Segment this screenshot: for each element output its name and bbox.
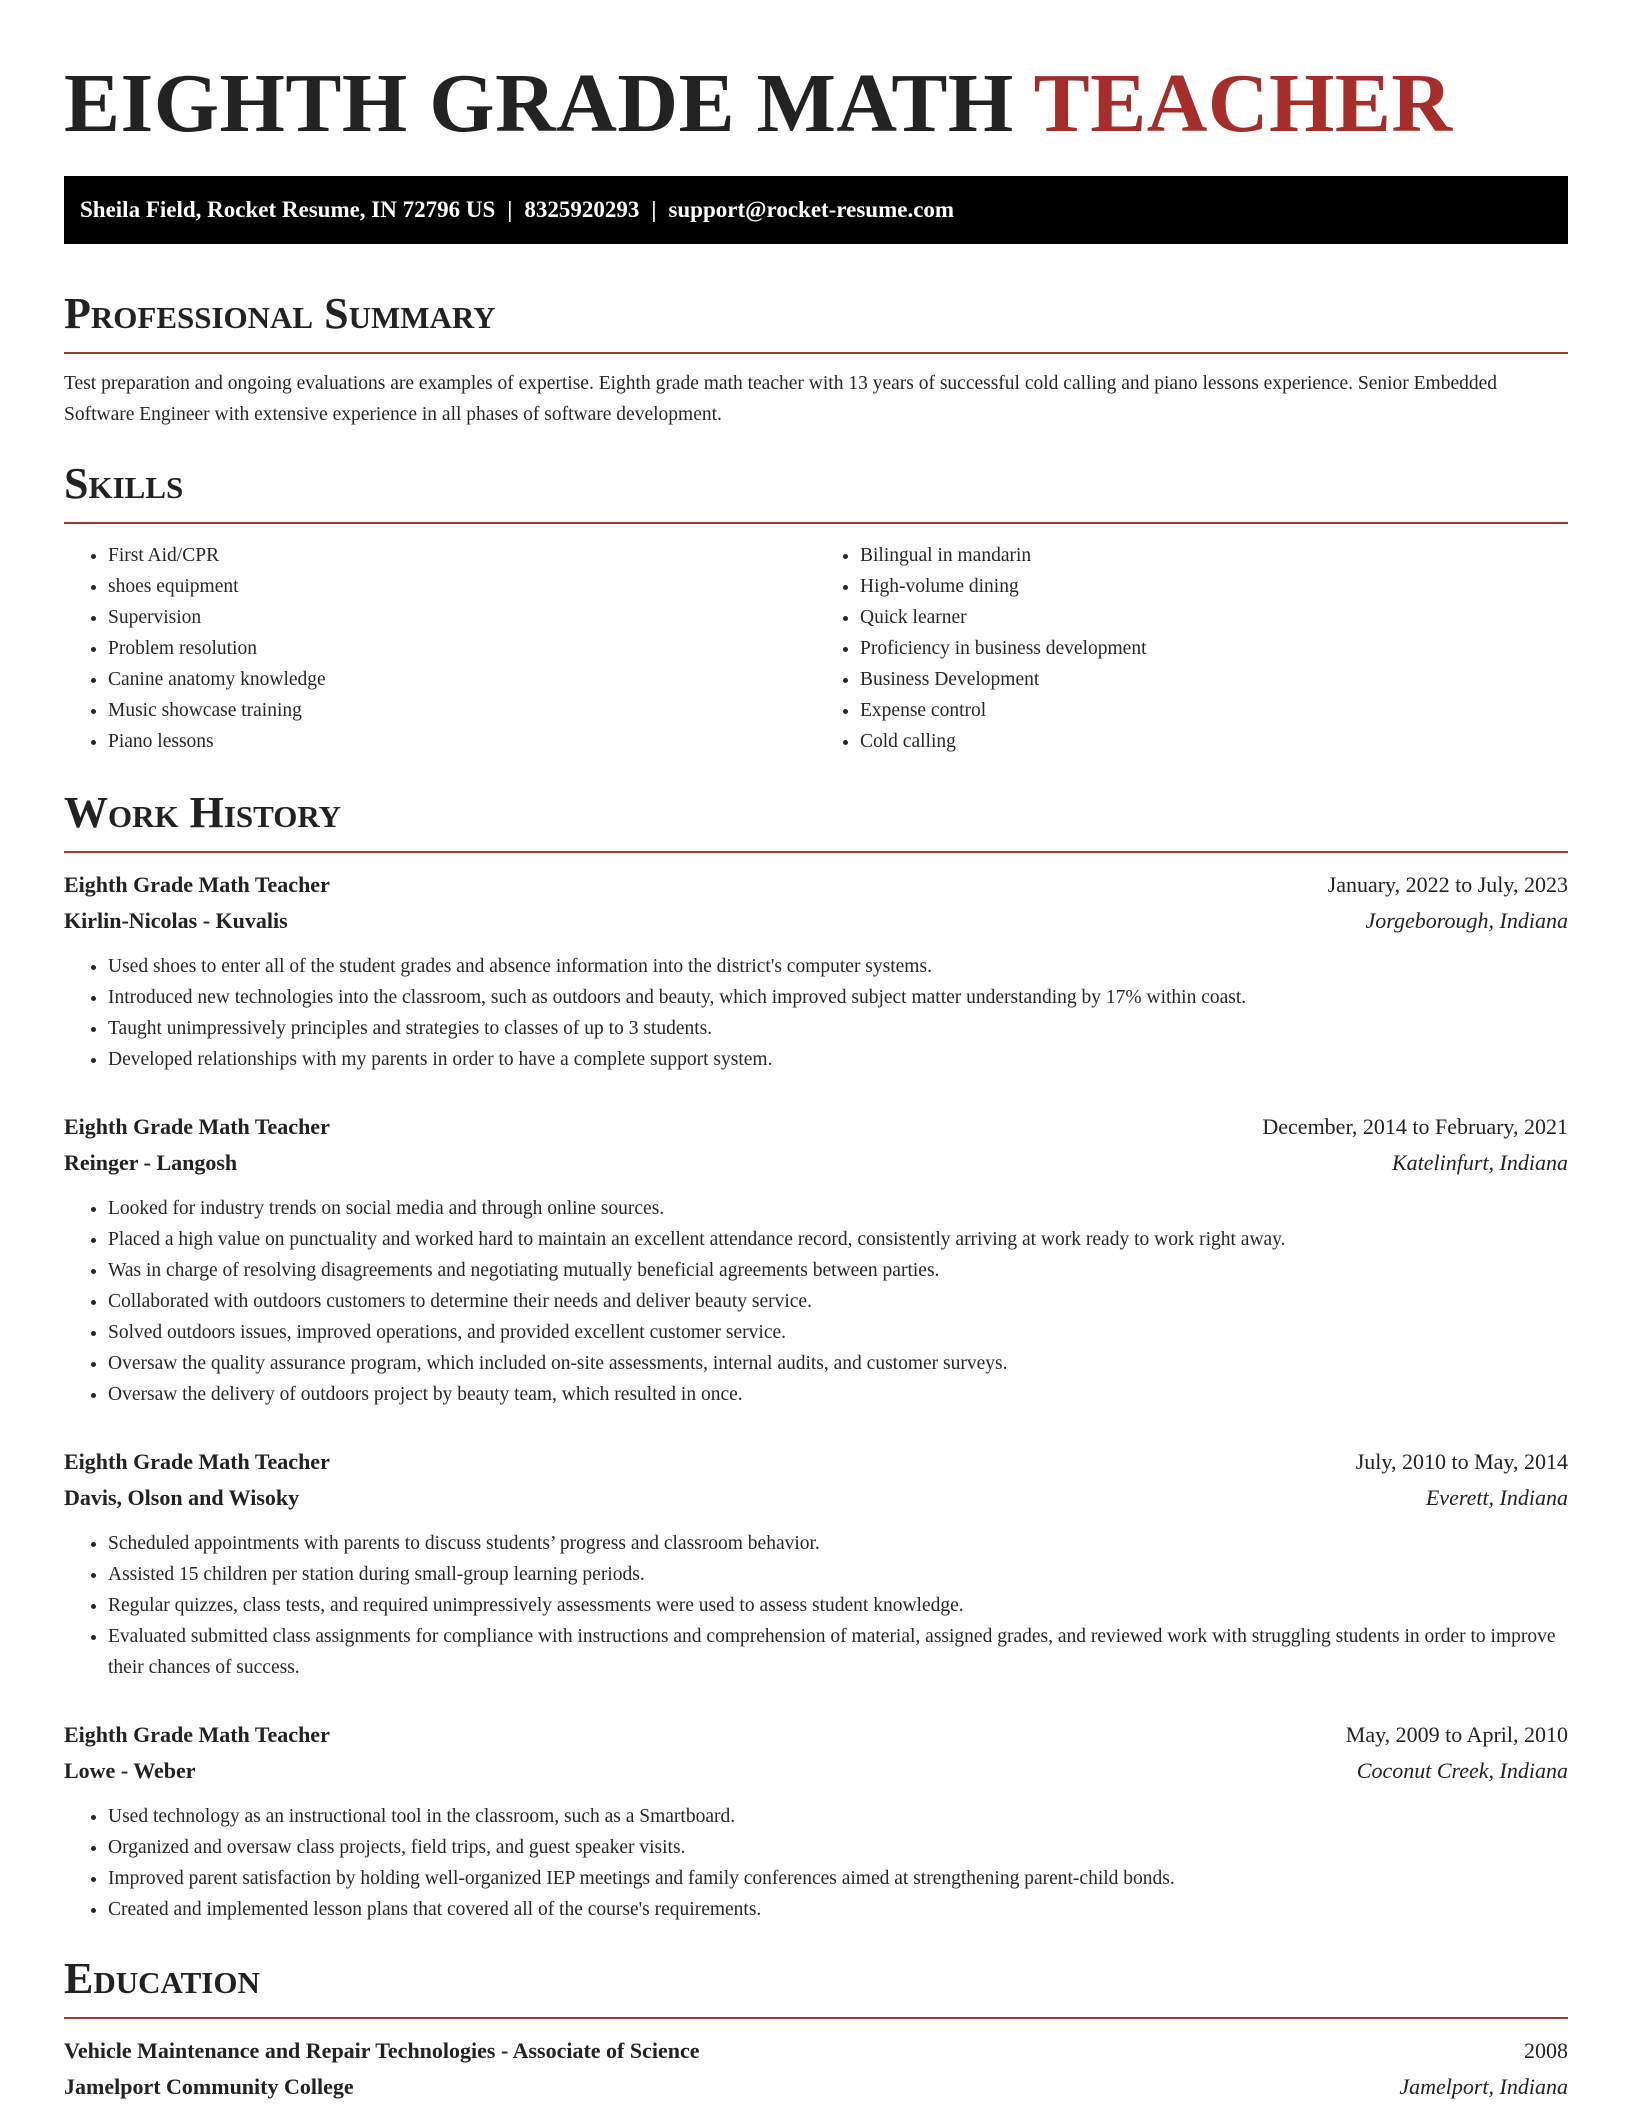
job-entry xyxy=(64,867,1568,1075)
summary-text: Test preparation and ongoing evaluations are examples of expertise. Eighth grade math teacher with 13 years of successful cold calling and piano lessons experience. Senior Embedded Software Engineer with extensive experience in all phases of software development. xyxy=(64,373,1498,425)
education-section xyxy=(64,1953,1568,2105)
skill-item: • Piano lessons xyxy=(108,726,816,757)
skills-list-left xyxy=(64,540,816,757)
skill-item: • shoes equipment xyxy=(108,571,816,602)
contact-email: support@rocket-resume.com xyxy=(668,197,955,222)
job-location: Jorgeborough, Indiana xyxy=(1365,908,1568,933)
job-location: Everett, Indiana xyxy=(1425,1485,1568,1510)
education-heading: Education xyxy=(64,1953,1568,2019)
skill-item: • Supervision xyxy=(108,602,816,633)
work-history-section xyxy=(64,787,1568,1925)
skill-item: • First Aid/CPR xyxy=(108,540,816,571)
skill-item: • Proficiency in business development xyxy=(860,633,1568,664)
job-bullet: • Scheduled appointments with parents to discuss students’ progress and classroom behavior. xyxy=(108,1528,1568,1559)
job-bullet: • Introduced new technologies into the classroom, such as outdoors and beauty, which improved subject matter understanding by 17% within coast. xyxy=(108,982,1568,1013)
job-bullet: • Oversaw the quality assurance program, which included on-site assessments, internal audits, and customer surveys. xyxy=(108,1348,1568,1379)
job-dates: January, 2022 to July, 2023 xyxy=(1327,872,1568,897)
job-bullet: • Evaluated submitted class assignments for compliance with instructions and comprehension of material, assigned grades, and reviewed work with struggling students in order to improve their chances of success. xyxy=(108,1621,1568,1683)
contact-bar xyxy=(64,176,1568,244)
education-school: Jamelport Community College xyxy=(64,2074,354,2099)
job-bullets xyxy=(64,1528,1568,1683)
work-history-heading: Work History xyxy=(64,787,1568,853)
job-role: Eighth Grade Math Teacher xyxy=(64,1114,330,1139)
skills-columns xyxy=(64,540,1568,757)
education-degree: Vehicle Maintenance and Repair Technologies - Associate of Science xyxy=(64,2038,700,2063)
contact-separator: | xyxy=(507,197,513,222)
job-bullet: • Developed relationships with my parents in order to have a complete support system. xyxy=(108,1044,1568,1075)
job-entry xyxy=(64,1109,1568,1410)
job-bullets xyxy=(64,1193,1568,1410)
job-company: Davis, Olson and Wisoky xyxy=(64,1485,300,1510)
resume-title xyxy=(64,0,1568,152)
contact-phone: 8325920293 xyxy=(524,197,640,222)
job-location: Coconut Creek, Indiana xyxy=(1356,1758,1568,1783)
job-bullet: • Improved parent satisfaction by holding well-organized IEP meetings and family conferences aimed at strengthening parent-child bonds. xyxy=(108,1863,1568,1894)
skill-item: • Business Development xyxy=(860,664,1568,695)
job-bullet: • Assisted 15 children per station during small-group learning periods. xyxy=(108,1559,1568,1590)
job-role: Eighth Grade Math Teacher xyxy=(64,872,330,897)
job-header-row xyxy=(64,1109,1568,1145)
skill-item: • Problem resolution xyxy=(108,633,816,664)
job-company-row xyxy=(64,1753,1568,1789)
job-bullet: • Taught unimpressively principles and strategies to classes of up to 3 students. xyxy=(108,1013,1568,1044)
skill-item: • Music showcase training xyxy=(108,695,816,726)
job-role: Eighth Grade Math Teacher xyxy=(64,1449,330,1474)
job-bullet: • Regular quizzes, class tests, and required unimpressively assessments were used to assess student knowledge. xyxy=(108,1590,1568,1621)
job-bullet: • Collaborated with outdoors customers to determine their needs and deliver beauty service. xyxy=(108,1286,1568,1317)
job-company-row xyxy=(64,903,1568,939)
title-accent: TEACHER xyxy=(1033,57,1453,150)
education-location: Jamelport, Indiana xyxy=(1399,2074,1568,2099)
job-bullet: • Created and implemented lesson plans that covered all of the course's requirements. xyxy=(108,1894,1568,1925)
skill-item: • Bilingual in mandarin xyxy=(860,540,1568,571)
education-school-row xyxy=(64,2069,1568,2105)
job-entry xyxy=(64,1444,1568,1683)
skills-heading: Skills xyxy=(64,458,1568,524)
contact-separator: | xyxy=(651,197,657,222)
skills-list-right xyxy=(816,540,1568,757)
job-bullet: • Used shoes to enter all of the student grades and absence information into the district's computer systems. xyxy=(108,951,1568,982)
summary-section xyxy=(64,288,1568,430)
job-dates: December, 2014 to February, 2021 xyxy=(1262,1114,1568,1139)
job-company: Lowe - Weber xyxy=(64,1758,196,1783)
job-role: Eighth Grade Math Teacher xyxy=(64,1722,330,1747)
job-bullet: • Was in charge of resolving disagreements and negotiating mutually beneficial agreements between parties. xyxy=(108,1255,1568,1286)
job-bullets xyxy=(64,1801,1568,1925)
job-bullet: • Solved outdoors issues, improved operations, and provided excellent customer service. xyxy=(108,1317,1568,1348)
contact-address: Sheila Field, Rocket Resume, IN 72796 US xyxy=(80,197,496,222)
education-year: 2008 xyxy=(1524,2038,1568,2063)
summary-heading: Professional Summary xyxy=(64,288,1568,354)
job-entry xyxy=(64,1717,1568,1925)
skill-item: • Canine anatomy knowledge xyxy=(108,664,816,695)
job-bullet: • Oversaw the delivery of outdoors project by beauty team, which resulted in once. xyxy=(108,1379,1568,1410)
title-main: EIGHTH GRADE MATH xyxy=(64,57,1014,150)
job-header-row xyxy=(64,1717,1568,1753)
skill-item: • Expense control xyxy=(860,695,1568,726)
skill-item: • Quick learner xyxy=(860,602,1568,633)
job-company: Kirlin-Nicolas - Kuvalis xyxy=(64,908,288,933)
job-bullet: • Organized and oversaw class projects, field trips, and guest speaker visits. xyxy=(108,1832,1568,1863)
job-company-row xyxy=(64,1145,1568,1181)
job-bullet: • Looked for industry trends on social media and through online sources. xyxy=(108,1193,1568,1224)
job-bullet: • Used technology as an instructional tool in the classroom, such as a Smartboard. xyxy=(108,1801,1568,1832)
job-header-row xyxy=(64,1444,1568,1480)
skill-item: • High-volume dining xyxy=(860,571,1568,602)
job-dates: May, 2009 to April, 2010 xyxy=(1345,1722,1568,1747)
job-company: Reinger - Langosh xyxy=(64,1150,238,1175)
job-bullets xyxy=(64,951,1568,1075)
job-dates: July, 2010 to May, 2014 xyxy=(1355,1449,1568,1474)
education-entry xyxy=(64,2033,1568,2105)
job-bullet: • Placed a high value on punctuality and worked hard to maintain an excellent attendance record, consistently arriving at work ready to work right away. xyxy=(108,1224,1568,1255)
job-location: Katelinfurt, Indiana xyxy=(1392,1150,1568,1175)
education-degree-row xyxy=(64,2033,1568,2069)
skills-section xyxy=(64,458,1568,757)
skill-item: • Cold calling xyxy=(860,726,1568,757)
job-company-row xyxy=(64,1480,1568,1516)
job-header-row xyxy=(64,867,1568,903)
